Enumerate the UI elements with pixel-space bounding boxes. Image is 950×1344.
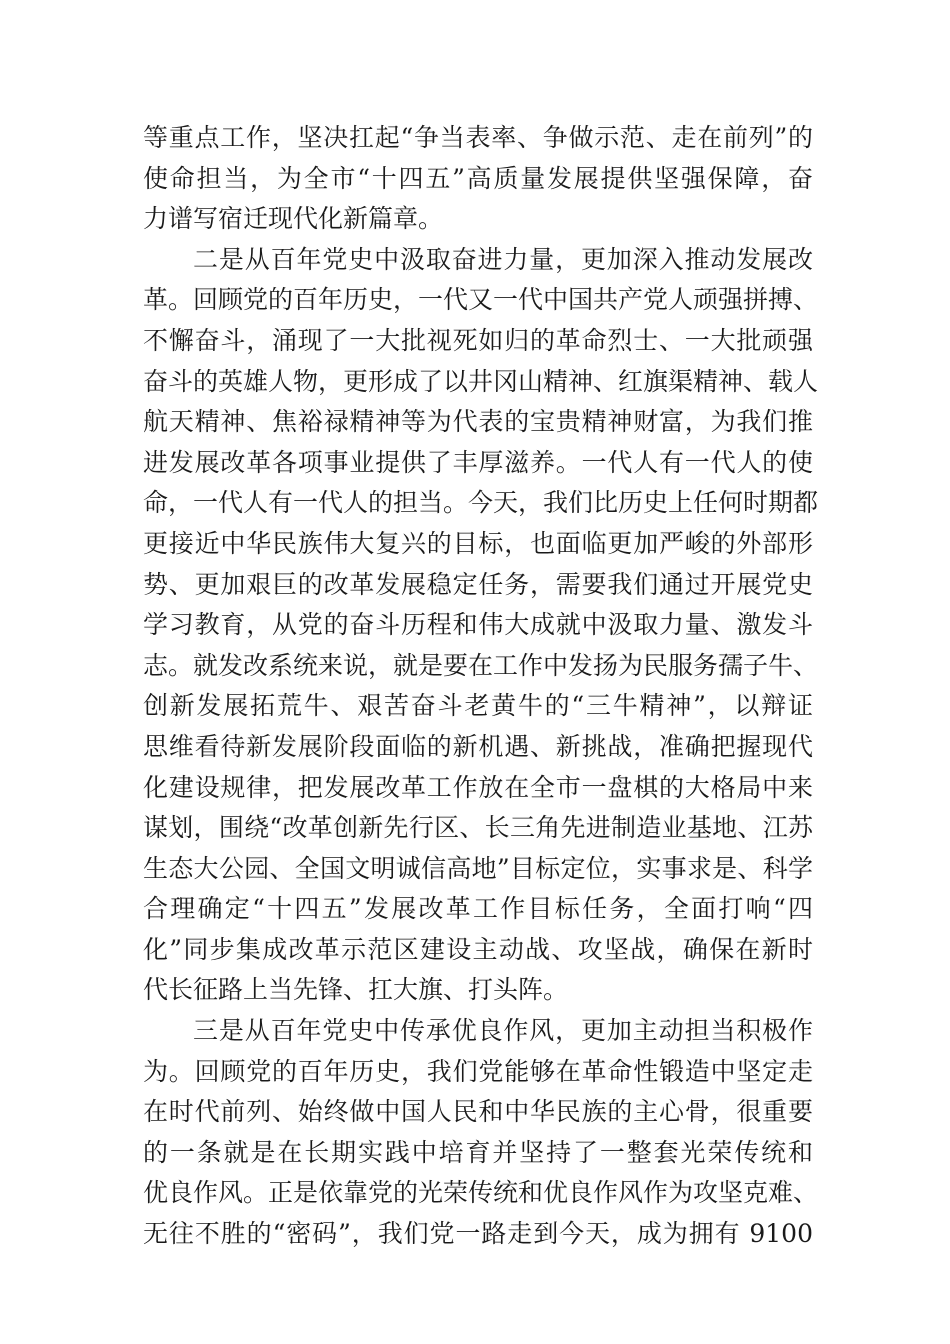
body-text	[143, 118, 819, 1255]
text-line: 不懈奋斗，涌现了一大批视死如归的革命烈士、一大批顽强	[143, 325, 813, 355]
text-line: 命，一代人有一代人的担当。今天，我们比历史上任何时期都	[143, 488, 819, 518]
text-line: 三是从百年党史中传承优良作风，更加主动担当积极作	[193, 1016, 813, 1046]
text-line: 优良作风。正是依靠党的光荣传统和优良作风作为攻坚克难、	[143, 1178, 819, 1208]
text-line: 更接近中华民族伟大复兴的目标，也面临更加严峻的外部形	[143, 528, 813, 558]
text-line: 为。回顾党的百年历史，我们党能够在革命性锻造中坚定走	[143, 1056, 813, 1086]
text-line: 等重点工作，坚决扛起“争当表率、争做示范、走在前列”的	[143, 123, 813, 152]
text-line: 谋划，围绕“改革创新先行区、长三角先进制造业基地、江苏	[143, 813, 813, 843]
text-line: 学习教育，从党的奋斗历程和伟大成就中汲取力量、激发斗	[143, 610, 813, 640]
text-line: 思维看待新发展阶段面临的新机遇、新挑战，准确把握现代	[143, 731, 813, 761]
text-line: 奋斗的英雄人物，更形成了以井冈山精神、红旗渠精神、载人	[143, 366, 819, 396]
text-line: 生态大公园、全国文明诚信高地”目标定位，实事求是、科学	[143, 853, 813, 883]
text-line: 在时代前列、始终做中国人民和中华民族的主心骨，很重要	[143, 1097, 813, 1127]
text-line: 志。就发改系统来说，就是要在工作中发扬为民服务孺子牛、	[143, 650, 819, 680]
text-line: 进发展改革各项事业提供了丰厚滋养。一代人有一代人的使	[143, 447, 813, 477]
text-line: 化建设规律，把发展改革工作放在全市一盘棋的大格局中来	[143, 772, 813, 802]
text-line: 势、更加艰巨的改革发展稳定任务，需要我们通过开展党史	[143, 569, 813, 599]
text-line: 代长征路上当先锋、扛大旗、打头阵。	[143, 975, 569, 1005]
text-line: 力谱写宿迁现代化新篇章。	[143, 204, 444, 234]
text-line: 的一条就是在长期实践中培育并坚持了一整套光荣传统和	[143, 1137, 813, 1167]
text-line: 航天精神、焦裕禄精神等为代表的宝贵精神财富，为我们推	[143, 407, 813, 437]
text-line: 合理确定“十四五”发展改革工作目标任务，全面打响“四	[143, 894, 813, 924]
text-line: 无往不胜的“密码”，我们党一路走到今天，成为拥有 9100	[143, 1219, 813, 1249]
text-line: 化”同步集成改革示范区建设主动战、攻坚战，确保在新时	[143, 934, 813, 964]
text-line: 革。回顾党的百年历史，一代又一代中国共产党人顽强拼搏、	[143, 285, 819, 315]
text-line: 使命担当，为全市“十四五”高质量发展提供坚强保障，奋	[143, 163, 813, 193]
text-line: 创新发展拓荒牛、艰苦奋斗老黄牛的“三牛精神”，以辩证	[143, 691, 813, 721]
text-line: 二是从百年党史中汲取奋进力量，更加深入推动发展改	[193, 244, 813, 274]
